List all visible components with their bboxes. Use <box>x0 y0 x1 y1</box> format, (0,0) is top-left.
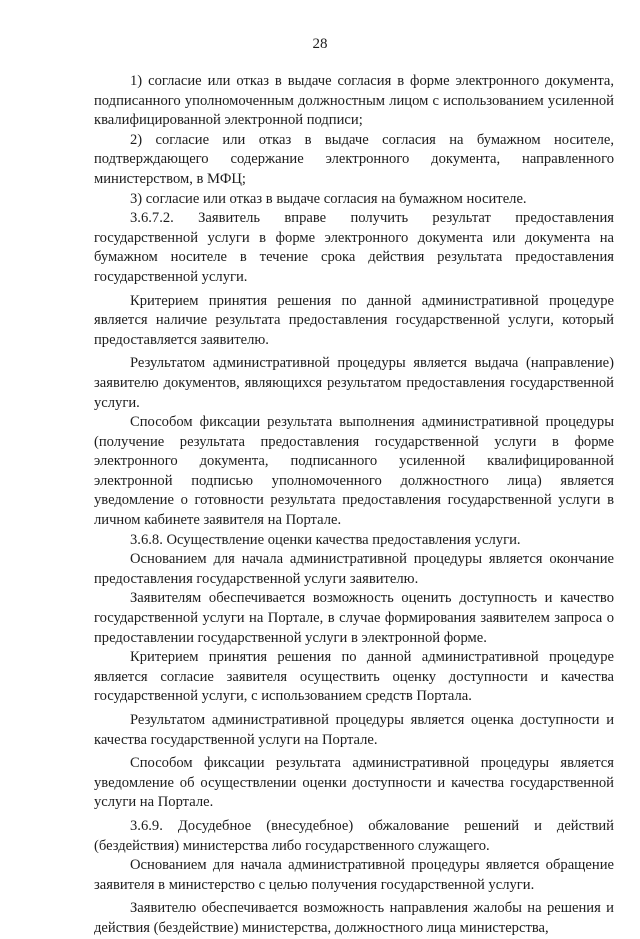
paragraph: Результатом административной процедуры является выдача (направление) заявителю документов, являющихся результатом предоставления государственной услуги. <box>94 355 614 411</box>
document-body <box>94 72 614 939</box>
paragraph: 3.6.7.2. Заявитель вправе получить результат предоставления государственной услуги в форме электронного документа или документа на бумажном носителе в течение срока действия результата предоставления государственной услуги. <box>94 210 614 285</box>
paragraph: 3) согласие или отказ в выдаче согласия на бумажном носителе. <box>130 190 527 207</box>
paragraph: Способом фиксации результата административной процедуры является уведомление об осуществлении оценки доступности и качества государственной услуги на Портале. <box>94 755 614 811</box>
paragraph: Критерием принятия решения по данной административной процедуре является согласие заявителя осуществить оценку доступности и качества государственной услуги, с использованием средств Портала. <box>94 649 614 705</box>
section-heading: 3.6.8. Осуществление оценки качества предоставления услуги. <box>130 531 521 548</box>
paragraph: 1) согласие или отказ в выдаче согласия в форме электронного документа, подписанного уполномоченным должностным лицом с использованием усиленной квалифицированной электронной подписи; <box>94 73 614 129</box>
page-number: 28 <box>312 36 328 52</box>
paragraph: Результатом административной процедуры является оценка доступности и качества государственной услуги на Портале. <box>94 712 614 748</box>
paragraph: Способом фиксации результата выполнения административной процедуры (получение результата предоставления государственной услуги в форме электронного документа, подписанного усиленной квалифицированной электронной подписью уполномоченного должностного лица) является уведомление о готовности результата предоставления государственной услуги в личном кабинете заявителя на Портале. <box>94 414 614 529</box>
paragraph: Заявителю обеспечивается возможность направления жалобы на решения и действия (бездействие) министерства, должностного лица министерства, <box>94 900 614 936</box>
section-heading: 3.6.9. Досудебное (внесудебное) обжалование решений и действий (бездействия) министерства либо государственного служащего. <box>94 817 614 854</box>
paragraph: Основанием для начала административной процедуры является обращение заявителя в министерство с целью получения государственной услуги. <box>94 857 614 893</box>
paragraph: Критерием принятия решения по данной административной процедуре является наличие результата предоставления государственной услуги, который предоставляется заявителю. <box>94 292 614 348</box>
paragraph: 2) согласие или отказ в выдаче согласия на бумажном носителе, подтверждающего содержание электронного документа, направленного министерством, в МФЦ; <box>94 131 614 187</box>
paragraph: Основанием для начала административной процедуры является окончание предоставления государственной услуги заявителю. <box>94 551 614 587</box>
paragraph: Заявителям обеспечивается возможность оценить доступность и качество государственной услуги на Портале, в случае формирования заявителем запроса о предоставлении государственной услуги в электронной форме. <box>94 590 614 646</box>
